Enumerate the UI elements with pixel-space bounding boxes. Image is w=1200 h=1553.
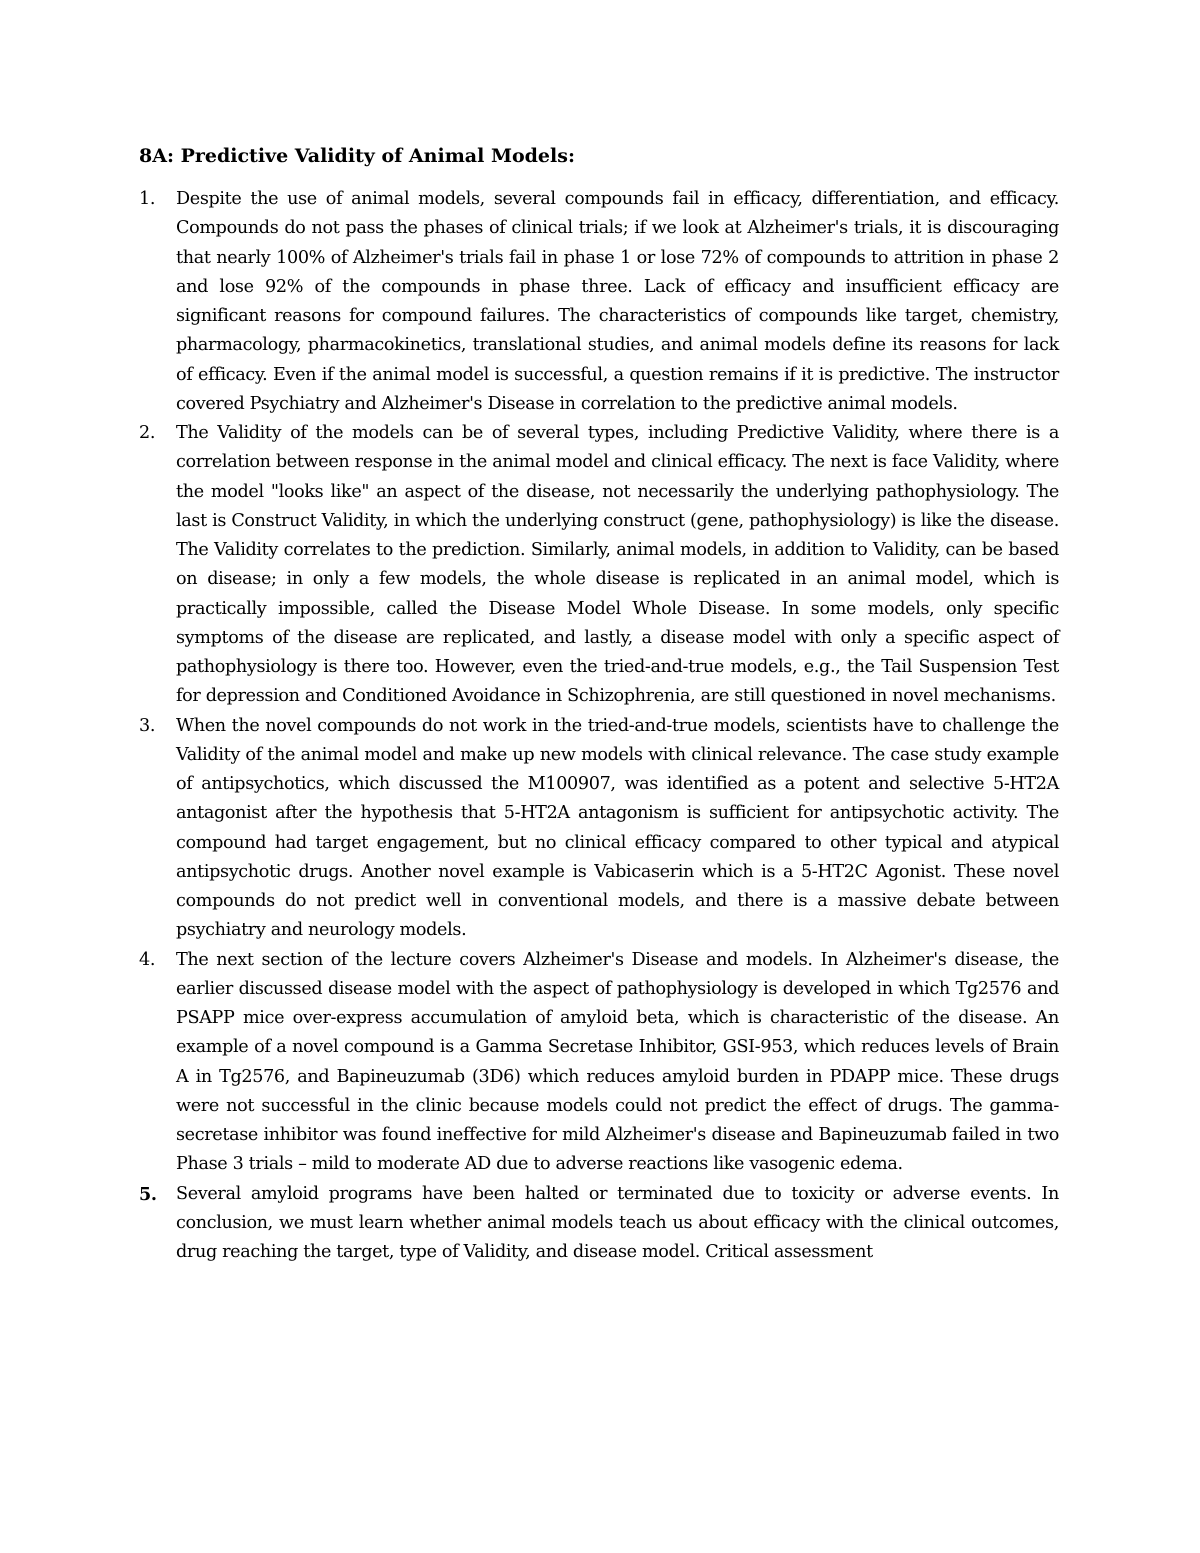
list-item-text: The next section of the lecture covers Alzheimer's Disease and models. In Alzheimer's disease, the earlier discussed disease model with the aspect of pathophysiology is developed in which Tg2576 and PSAPP mice over-express accumulation of amyloid beta, which is characteristic of the disease. An example of a novel compound is a Gamma Secretase Inhibitor, GSI-953, which reduces levels of Brain A in Tg2576, and Bapineuzumab (3D6) which reduces amyloid burden in PDAPP mice. These drugs were not successful in the clinic because models could not predict the effect of drugs. The gamma-secretase inhibitor was found ineffective for mild Alzheimer's disease and Bapineuzumab failed in two Phase 3 trials – mild to moderate AD due to adverse reactions like vasogenic edema. bbox=[176, 949, 1059, 1175]
list-item bbox=[139, 712, 1059, 946]
list-item-text: When the novel compounds do not work in the tried-and-true models, scientists have to challenge the Validity of the animal model and make up new models with clinical relevance. The case study example of antipsychotics, which discussed the M100907, was identified as a potent and selective 5-HT2A antagonist after the hypothesis that 5-HT2A antagonism is sufficient for antipsychotic activity. The compound had target engagement, but no clinical efficacy compared to other typical and atypical antipsychotic drugs. Another novel example is Vabicaserin which is a 5-HT2C Agonist. These novel compounds do not predict well in conventional models, and there is a massive debate between psychiatry and neurology models. bbox=[176, 715, 1059, 941]
list-item-number: 4. bbox=[139, 949, 156, 970]
list-item-number: 1. bbox=[139, 189, 156, 209]
list-item-text: The Validity of the models can be of several types, including Predictive Validity, where there is a correlation between response in the animal model and clinical efficacy. The next is face Validity, where the model "looks like" an aspect of the disease, not necessarily the underlying pathophysiology. The last is Construct Validity, in which the underlying construct (gene, pathophysiology) is like the disease. The Validity correlates to the prediction. Similarly, animal models, in addition to Validity, can be based on disease; in only a few models, the whole disease is replicated in an animal model, which is practically impossible, called the Disease Model Whole Disease. In some models, only specific symptoms of the disease are replicated, and lastly, a disease model with only a specific aspect of pathophysiology is there too. However, even the tried-and-true models, e.g., the Tail Suspension Test for depression and Conditioned Avoidance in Schizophrenia, are still questioned in novel mechanisms. bbox=[176, 423, 1059, 707]
list-item-number: 3. bbox=[139, 715, 156, 736]
list-item-text: Despite the use of animal models, several compounds fail in efficacy, differentiation, and efficacy. Compounds do not pass the phases of clinical trials; if we look at Alzheimer's trials, it is discouraging that nearly 100% of Alzheimer's trials fail in phase 1 or lose 72% of compounds to attrition in phase 2 and lose 92% of the compounds in phase three. Lack of efficacy and insufficient efficacy are significant reasons for compound failures. The characteristics of compounds like target, chemistry, pharmacology, pharmacokinetics, translational studies, and animal models define its reasons for lack of efficacy. Even if the animal model is successful, a question remains if it is predictive. The instructor covered Psychiatry and Alzheimer's Disease in correlation to the predictive animal models. bbox=[176, 189, 1059, 414]
numbered-list bbox=[139, 185, 1059, 1267]
list-item bbox=[139, 419, 1059, 712]
list-item bbox=[139, 185, 1059, 419]
section-heading: 8A: Predictive Validity of Animal Models: bbox=[139, 145, 575, 167]
list-item-number: 5. bbox=[139, 1183, 157, 1205]
document-body bbox=[139, 141, 1059, 1267]
list-item bbox=[139, 946, 1059, 1180]
list-item-number: 2. bbox=[139, 423, 156, 443]
list-item-text: Several amyloid programs have been halted or terminated due to toxicity or adverse events. In conclusion, we must learn whether animal models teach us about efficacy with the clinical outcomes, drug reaching the target, type of Validity, and disease model. Critical assessment bbox=[176, 1183, 1059, 1262]
list-item bbox=[139, 1180, 1059, 1268]
